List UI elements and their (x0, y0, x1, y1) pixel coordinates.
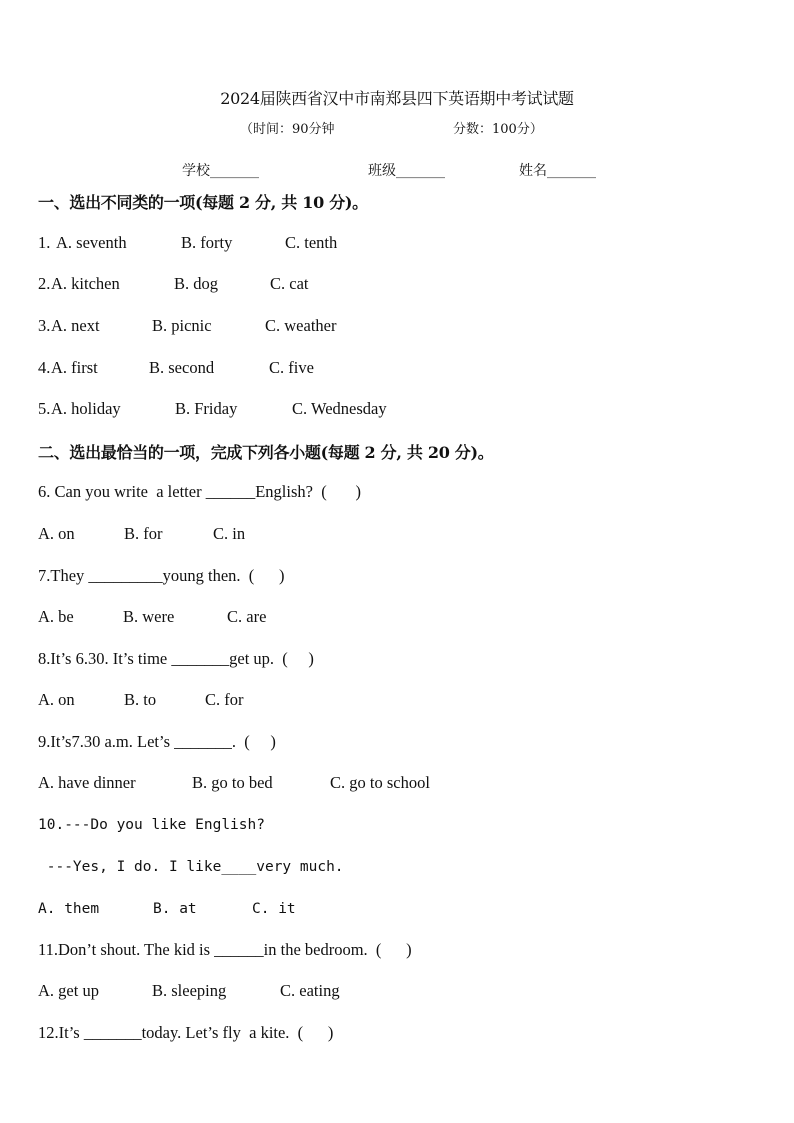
option-b: B. dog (174, 274, 219, 293)
option-a: A. holiday (51, 399, 121, 418)
question-stem: 8.It’s 6.30. It’s time _______get up. ( ) (38, 649, 314, 668)
option-a: A. next (51, 316, 100, 335)
option-c: C. for (205, 690, 244, 709)
option-b: B. for (124, 524, 163, 543)
section-heading-2: 二、选出最恰当的一项，完成下列各小题(每题 2 分, 共 20 分)。 (38, 443, 494, 462)
option-a: A. seventh (56, 233, 127, 252)
option-c: C. are (227, 607, 267, 626)
question-stem: 9.It’s7.30 a.m. Let’s _______. ( ) (38, 732, 276, 751)
question-stem-reply: ---Yes, I do. I like____very much. (38, 859, 344, 875)
question-stem: 10.---Do you like English? (38, 817, 265, 833)
question-number: 5. (38, 399, 51, 418)
option-b: B. to (124, 690, 157, 709)
question-stem: 11.Don’t shout. The kid is ______in the bedroom. ( ) (38, 940, 412, 959)
option-c: C. weather (265, 316, 337, 335)
option-b (153, 898, 197, 919)
exam-time: （时间：90分钟 (240, 122, 335, 137)
option-a: A. be (38, 607, 74, 626)
question-stem: 7.They _________young then. ( ) (38, 566, 285, 585)
question-number: 4. (38, 358, 51, 377)
question-number: 3. (38, 316, 51, 335)
question-stem: 12.It’s _______today. Let’s fly a kite. ( ) (38, 1023, 334, 1042)
option-a: A. have dinner (38, 773, 136, 792)
option-c-label: C. it (252, 901, 296, 917)
name-field: 姓名_______ (519, 163, 596, 179)
section-heading-1: 一、选出不同类的一项(每题 2 分, 共 10 分)。 (38, 193, 368, 212)
option-c: C. in (213, 524, 246, 543)
option-a-label: A. them (38, 901, 100, 917)
option-a: A. get up (38, 981, 99, 1000)
option-c: C. eating (280, 981, 340, 1000)
option-a (38, 898, 99, 919)
option-b: B. forty (181, 233, 233, 252)
option-b: B. go to bed (192, 773, 273, 792)
option-c: C. tenth (285, 233, 338, 252)
option-b: B. sleeping (152, 981, 227, 1000)
question-number: 1. (38, 233, 55, 252)
option-a: A. first (51, 358, 98, 377)
question-stem: 6. Can you write a letter ______English? ( ) (38, 482, 362, 501)
option-b: B. were (123, 607, 175, 626)
option-c: C. go to school (330, 773, 430, 792)
option-b: B. picnic (152, 316, 212, 335)
option-a: A. on (38, 690, 75, 709)
option-c: C. five (269, 358, 314, 377)
exam-title: 2024届陕西省汉中市南郑县四下英语期中考试试题 (220, 89, 574, 108)
option-c: C. Wednesday (292, 399, 387, 418)
option-a: A. kitchen (51, 274, 120, 293)
option-b: B. second (149, 358, 215, 377)
option-c: C. cat (270, 274, 309, 293)
school-field: 学校_______ (182, 163, 259, 179)
option-c (252, 898, 296, 919)
option-b-label: B. at (153, 901, 197, 917)
class-field: 班级_______ (368, 163, 445, 179)
option-b: B. Friday (175, 399, 238, 418)
exam-score: 分数：100分） (453, 122, 543, 137)
question-number: 2. (38, 274, 51, 293)
option-a: A. on (38, 524, 75, 543)
